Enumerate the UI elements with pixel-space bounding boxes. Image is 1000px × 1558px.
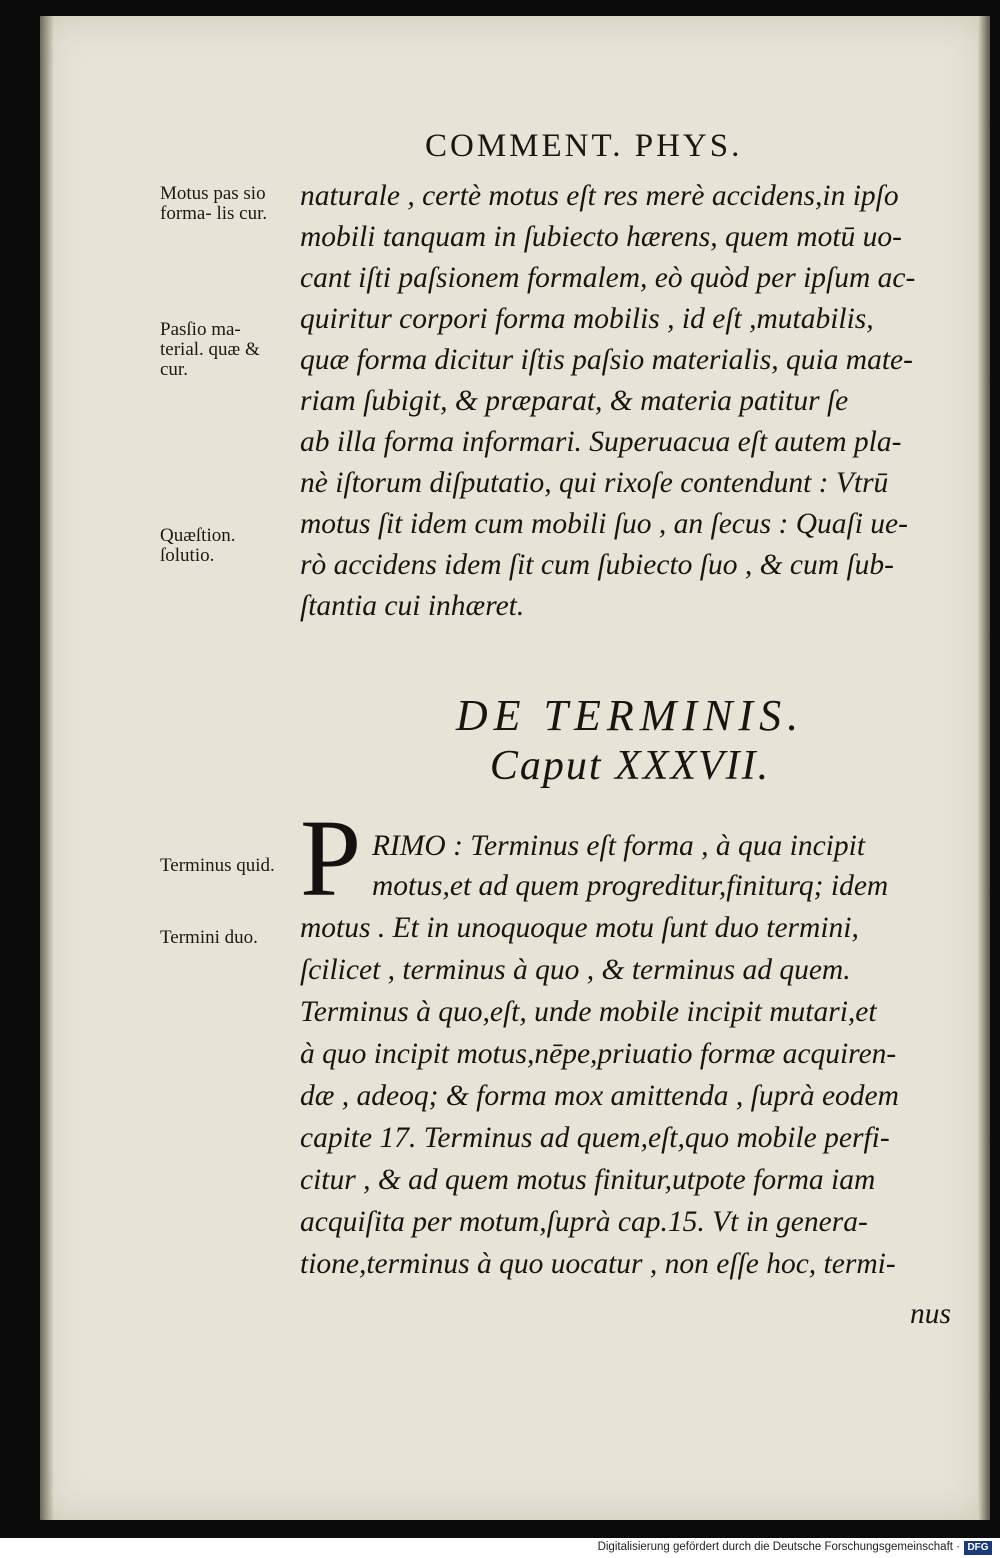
margin-note: Terminus quid. <box>160 855 275 876</box>
text-line: riam ſubigit, & præparat, & materia patitur ſe <box>300 385 849 417</box>
margin-note: Pasſio ma- terial. quæ & cur. <box>160 319 260 380</box>
catchword: nus <box>910 1298 951 1330</box>
text-line: motus ſit idem cum mobili ſuo , an ſecus : Quaſi ue- <box>300 508 908 540</box>
chapter-title: DE TERMINIS. <box>455 691 805 740</box>
text-line: quiritur corpori forma mobilis , id eſt ,mutabilis, <box>300 303 874 335</box>
text-line: dæ , adeoq; & forma mox amittenda , ſuprà eodem <box>300 1080 899 1112</box>
page-edge <box>978 16 990 1520</box>
margin-note: Termini duo. <box>160 927 258 948</box>
page-gutter-shadow <box>40 16 54 1520</box>
text-line: à quo incipit motus,nēpe,priuatio formæ acquiren- <box>300 1038 897 1070</box>
text-line: motus . Et in unoquoque motu ſunt duo termini, <box>300 912 859 944</box>
text-line: ſcilicet , terminus à quo , & terminus ad quem. <box>300 954 851 986</box>
dfg-logo-icon: DFG <box>964 1541 992 1555</box>
text-line: ſtantia cui inhæret. <box>300 590 525 622</box>
text-line: tione,terminus à quo uocatur , non eſſe hoc, termi- <box>300 1248 896 1280</box>
text-line: citur , & ad quem motus finitur,utpote forma iam <box>300 1164 876 1196</box>
text-line: motus,et ad quem progreditur,finiturq; idem <box>372 870 889 902</box>
text-line: capite 17. Terminus ad quem,eſt,quo mobile perfi- <box>300 1122 890 1154</box>
text-line: naturale , certè motus eſt res merè accidens,in ipſo <box>300 180 899 212</box>
text-line: Terminus à quo,eſt, unde mobile incipit mutari,et <box>300 996 877 1028</box>
drop-cap: P <box>300 797 362 919</box>
text-line: nè iſtorum diſputatio, qui rixoſe contendunt : Vtrū <box>300 467 889 499</box>
text-line: quæ forma dicitur iſtis paſsio materialis, quia mate- <box>300 344 913 376</box>
margin-note: Motus pas sio forma- lis cur. <box>160 183 268 224</box>
running-head: COMMENT. PHYS. <box>425 128 743 164</box>
text-line: cant iſti paſsionem formalem, eò quòd per ipſum ac- <box>300 262 916 294</box>
chapter-subtitle: Caput XXXVII. <box>489 743 771 789</box>
text-line: rò accidens idem ſit cum ſubiecto ſuo , & cum ſub- <box>300 549 894 581</box>
text-line: ab illa forma informari. Superuacua eſt autem pla- <box>300 426 902 458</box>
text-line: RIMO : Terminus eſt forma , à qua incipit <box>372 830 866 862</box>
text-line: acquiſita per motum,ſuprà cap.15. Vt in genera- <box>300 1206 868 1238</box>
margin-note: Quæſtion. ſolutio. <box>160 525 236 566</box>
footer-credit: Digitalisierung gefördert durch die Deutsche Forschungsgemeinschaft · <box>597 1541 960 1553</box>
text-line: mobili tanquam in ſubiecto hærens, quem motū uo- <box>300 221 902 253</box>
